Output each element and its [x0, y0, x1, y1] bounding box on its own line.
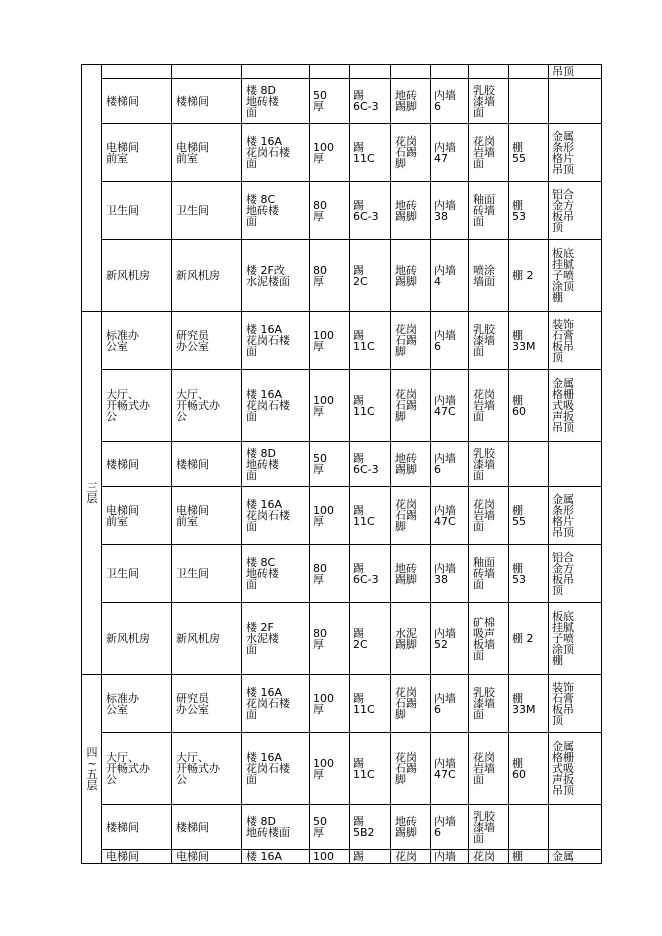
cell-floor: 楼 2F改 水泥楼面 [242, 240, 310, 312]
cell-area: 电梯间 前室 [172, 487, 242, 545]
cell-wall1: 内墙 47C [431, 487, 469, 545]
cell-base2: 地砖 踢脚 [391, 79, 431, 124]
table-row [82, 545, 602, 603]
cell-area: 楼梯间 [172, 805, 242, 850]
cell-wall2 [469, 65, 509, 79]
cell-ceil1 [509, 805, 549, 850]
cell-area: 研究员 办公室 [172, 675, 242, 733]
cell-room: 楼梯间 [102, 442, 172, 487]
cell-floor: 楼 8C 地砖楼 面 [242, 182, 310, 240]
cell-thick: 80 厚 [310, 182, 350, 240]
cell-ceil1: 棚 55 [509, 487, 549, 545]
cell-base2 [391, 65, 431, 79]
cell-thick: 100 厚 [310, 675, 350, 733]
cell-thick: 100 [310, 850, 350, 864]
table-row [82, 850, 602, 864]
cell-wall1: 内墙 52 [431, 603, 469, 675]
cell-ceil2: 板底 挂腻 子喷 涂顶 棚 [549, 603, 602, 675]
cell-room: 大厅、 开畅式办 公 [102, 733, 172, 805]
cell-room: 楼梯间 [102, 805, 172, 850]
table-row [82, 603, 602, 675]
cell-base2: 地砖 踢脚 [391, 805, 431, 850]
cell-base2: 花岗 石踢 脚 [391, 487, 431, 545]
cell-floor: 楼 8D 地砖楼面 [242, 805, 310, 850]
cell-ceil2: 板底 挂腻 子喷 涂顶 棚 [549, 240, 602, 312]
table-row [82, 182, 602, 240]
cell-wall2: 乳胶 漆墙 面 [469, 442, 509, 487]
cell-ceil1: 棚 2 [509, 603, 549, 675]
cell-floor: 楼 16A 花岗石楼 面 [242, 487, 310, 545]
cell-ceil2: 装饰 石膏 板吊 顶 [549, 312, 602, 370]
cell-thick: 100 厚 [310, 312, 350, 370]
cell-ceil2: 铝合 金方 板吊 顶 [549, 545, 602, 603]
cell-wall1: 内墙 6 [431, 442, 469, 487]
cell-wall2: 乳胶 漆墙 面 [469, 805, 509, 850]
cell-wall2: 喷涂 墙面 [469, 240, 509, 312]
cell-ceil2: 铝合 金方 板吊 顶 [549, 182, 602, 240]
cell-base1: 踢 11C [350, 312, 391, 370]
cell-wall1: 内墙 47C [431, 370, 469, 442]
cell-wall2: 乳胶 漆墙 面 [469, 675, 509, 733]
floor-label-cell [82, 65, 102, 312]
cell-area: 大厅、 开畅式办 公 [172, 370, 242, 442]
floor-label-cell: 三 层 [82, 312, 102, 675]
cell-ceil2: 装饰 石膏 板吊 顶 [549, 675, 602, 733]
cell-base1: 踢 6C-3 [350, 79, 391, 124]
cell-ceil1: 棚 33M [509, 675, 549, 733]
cell-ceil2: 金属 条形 格片 吊顶 [549, 487, 602, 545]
table-row [82, 675, 602, 733]
cell-base1: 踢 6C-3 [350, 442, 391, 487]
cell-room: 大厅、 开畅式办 公 [102, 370, 172, 442]
cell-wall2: 釉面 砖墙 面 [469, 545, 509, 603]
cell-area [172, 65, 242, 79]
cell-base2: 花岗 石踢 脚 [391, 370, 431, 442]
cell-ceil2: 金属 [549, 850, 602, 864]
table-row [82, 733, 602, 805]
cell-floor: 楼 16A 花岗石楼 面 [242, 124, 310, 182]
cell-base1: 踢 11C [350, 124, 391, 182]
cell-ceil1: 棚 55 [509, 124, 549, 182]
cell-floor: 楼 16A 花岗石楼 面 [242, 370, 310, 442]
cell-ceil1: 棚 [509, 850, 549, 864]
cell-room: 新风机房 [102, 240, 172, 312]
cell-floor: 楼 2F 水泥楼 面 [242, 603, 310, 675]
cell-base2: 花岗 石踢 脚 [391, 124, 431, 182]
cell-wall1: 内墙 [431, 850, 469, 864]
cell-thick: 50 厚 [310, 79, 350, 124]
cell-thick [310, 65, 350, 79]
cell-thick: 100 厚 [310, 733, 350, 805]
cell-base1: 踢 6C-3 [350, 545, 391, 603]
cell-wall2: 釉面 砖墙 面 [469, 182, 509, 240]
cell-base2: 地砖 踢脚 [391, 240, 431, 312]
cell-room: 卫生间 [102, 545, 172, 603]
cell-floor: 楼 8D 地砖楼 面 [242, 442, 310, 487]
cell-area: 电梯间 前室 [172, 124, 242, 182]
cell-ceil1: 棚 33M [509, 312, 549, 370]
cell-floor: 楼 8C 地砖楼 面 [242, 545, 310, 603]
table-row [82, 240, 602, 312]
cell-floor: 楼 16A 花岗石楼 面 [242, 312, 310, 370]
cell-area: 楼梯间 [172, 442, 242, 487]
cell-ceil1 [509, 442, 549, 487]
cell-area: 新风机房 [172, 240, 242, 312]
cell-area: 新风机房 [172, 603, 242, 675]
cell-thick: 50 厚 [310, 442, 350, 487]
cell-thick: 80 厚 [310, 603, 350, 675]
cell-ceil1 [509, 65, 549, 79]
cell-floor: 楼 16A 花岗石楼 面 [242, 733, 310, 805]
cell-room: 电梯间 前室 [102, 487, 172, 545]
cell-wall1: 内墙 6 [431, 805, 469, 850]
cell-ceil2: 金属 格栅 式吸 声扳 吊顶 [549, 370, 602, 442]
cell-area: 楼梯间 [172, 79, 242, 124]
cell-base1 [350, 65, 391, 79]
cell-ceil2 [549, 442, 602, 487]
cell-room: 卫生间 [102, 182, 172, 240]
cell-base1: 踢 6C-3 [350, 182, 391, 240]
cell-wall2: 花岗 岩墙 面 [469, 124, 509, 182]
cell-base1: 踢 11C [350, 675, 391, 733]
cell-wall2: 花岗 [469, 850, 509, 864]
cell-room: 新风机房 [102, 603, 172, 675]
cell-base1: 踢 11C [350, 487, 391, 545]
cell-area: 研究员 办公室 [172, 312, 242, 370]
cell-base1: 踢 [350, 850, 391, 864]
cell-ceil1: 棚 2 [509, 240, 549, 312]
cell-thick: 50 厚 [310, 805, 350, 850]
cell-room: 标准办 公室 [102, 675, 172, 733]
cell-room: 标准办 公室 [102, 312, 172, 370]
cell-wall1 [431, 65, 469, 79]
cell-wall1: 内墙 6 [431, 312, 469, 370]
cell-area: 电梯间 [172, 850, 242, 864]
cell-room: 电梯间 [102, 850, 172, 864]
cell-ceil2: 金属 格栅 式吸 声扳 吊顶 [549, 733, 602, 805]
cell-ceil2: 金属 条形 格片 吊顶 [549, 124, 602, 182]
cell-base1: 踢 5B2 [350, 805, 391, 850]
cell-thick: 100 厚 [310, 487, 350, 545]
table-row [82, 124, 602, 182]
cell-base1: 踢 2C [350, 240, 391, 312]
cell-floor: 楼 16A [242, 850, 310, 864]
cell-base2: 花岗 [391, 850, 431, 864]
cell-base1: 踢 11C [350, 733, 391, 805]
cell-floor: 楼 8D 地砖楼 面 [242, 79, 310, 124]
table-row [82, 65, 602, 79]
cell-ceil1: 棚 60 [509, 733, 549, 805]
cell-base2: 水泥 踢脚 [391, 603, 431, 675]
cell-room: 楼梯间 [102, 79, 172, 124]
cell-base1: 踢 2C [350, 603, 391, 675]
cell-wall2: 花岗 岩墙 面 [469, 370, 509, 442]
table-row [82, 442, 602, 487]
cell-base2: 地砖 踢脚 [391, 545, 431, 603]
cell-ceil2: 吊顶 [549, 65, 602, 79]
cell-thick: 80 厚 [310, 545, 350, 603]
cell-ceil1: 棚 53 [509, 182, 549, 240]
cell-base2: 花岗 石踢 脚 [391, 733, 431, 805]
cell-area: 卫生间 [172, 545, 242, 603]
cell-wall1: 内墙 38 [431, 545, 469, 603]
cell-base2: 地砖 踢脚 [391, 182, 431, 240]
cell-ceil1 [509, 79, 549, 124]
cell-wall1: 内墙 6 [431, 79, 469, 124]
cell-room: 电梯间 前室 [102, 124, 172, 182]
cell-wall2: 矿棉 吸声 板墙 面 [469, 603, 509, 675]
cell-wall1: 内墙 4 [431, 240, 469, 312]
table-row [82, 312, 602, 370]
cell-floor: 楼 16A 花岗石楼 面 [242, 675, 310, 733]
cell-wall2: 花岗 岩墙 面 [469, 487, 509, 545]
finish-schedule-table [81, 64, 602, 864]
cell-wall1: 内墙 47C [431, 733, 469, 805]
cell-room [102, 65, 172, 79]
cell-base2: 花岗 石踢 脚 [391, 312, 431, 370]
cell-base2: 花岗 石踢 脚 [391, 675, 431, 733]
cell-wall1: 内墙 38 [431, 182, 469, 240]
cell-floor [242, 65, 310, 79]
cell-wall2: 乳胶 漆墙 面 [469, 312, 509, 370]
table-row [82, 487, 602, 545]
cell-ceil1: 棚 60 [509, 370, 549, 442]
cell-thick: 100 厚 [310, 370, 350, 442]
cell-thick: 80 厚 [310, 240, 350, 312]
cell-area: 卫生间 [172, 182, 242, 240]
cell-area: 大厅、 开畅式办 公 [172, 733, 242, 805]
table-row [82, 805, 602, 850]
table-row [82, 370, 602, 442]
cell-ceil2 [549, 805, 602, 850]
cell-ceil1: 棚 53 [509, 545, 549, 603]
cell-thick: 100 厚 [310, 124, 350, 182]
cell-base1: 踢 11C [350, 370, 391, 442]
cell-wall1: 内墙 6 [431, 675, 469, 733]
cell-wall1: 内墙 47 [431, 124, 469, 182]
cell-wall2: 花岗 岩墙 面 [469, 733, 509, 805]
table-row [82, 79, 602, 124]
cell-base2: 地砖 踢脚 [391, 442, 431, 487]
cell-ceil2 [549, 79, 602, 124]
floor-label-cell: 四 ~ 五 层 [82, 675, 102, 864]
cell-wall2: 乳胶 漆墙 面 [469, 79, 509, 124]
